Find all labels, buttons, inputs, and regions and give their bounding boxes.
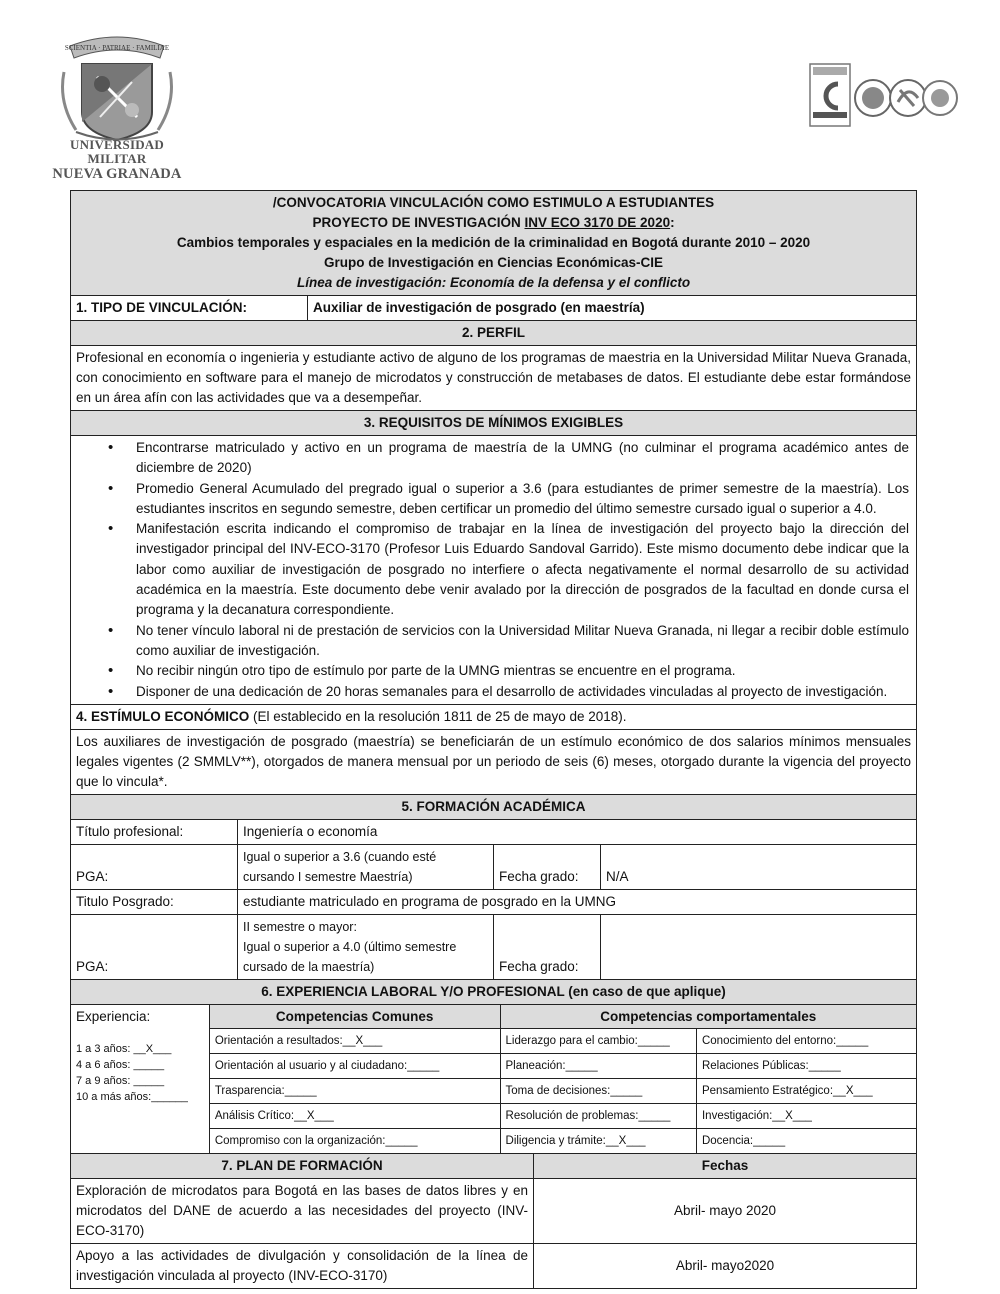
competencia-comun: Análisis Crítico:__X___ [209,1103,500,1128]
perfil-heading-row [71,321,917,346]
requisitos-row [71,436,917,705]
pga1-row [71,844,917,889]
competencia-comportamental: Diligencia y trámite:__X___ [500,1128,696,1153]
title-row [71,191,917,296]
years-option: 7 a 9 años: _____ [76,1074,165,1087]
plan-activity: Apoyo a las actividades de divulgación y consolidación de la línea de investigación vinculada al proyecto (INV-ECO-3170) [71,1243,534,1288]
plan-row [71,1178,917,1243]
estimulo-text: Los auxiliares de investigación de posgrado (maestría) se beneficiarán de un estímulo económico de dos salarios mínimos mensuales legales vigentes (2 SMMLV**), otorgados de manera mensual por un periodo de seis (6) meses, otorgado durante la vigencia del proyecto que lo vincula*. [71,729,917,794]
requisitos-heading: 3. REQUISITOS DE MÍNIMOS EXIGIBLES [71,411,917,436]
tipo-row [71,296,917,321]
project-code: INV ECO 3170 DE 2020 [524,215,671,230]
title-line1: /CONVOCATORIA VINCULACIÓN COMO ESTIMULO A ESTUDIANTES [272,195,715,210]
list-item: • Encontrarse matriculado y activo en un programa de maestría de la UMNG (no culminar el programa académico antes de diciembre de 2020) [76,438,911,479]
experiencia-row [71,1004,917,1153]
plan-heading: 7. PLAN DE FORMACIÓN [71,1153,534,1178]
tipo-value: Auxiliar de investigación de posgrado (en maestría) [308,296,917,321]
competencia-comportamental: Investigación:__X___ [696,1103,916,1128]
pga1-label: PGA: [71,844,238,889]
estimulo-heading-row [71,704,917,729]
pga1-value: Igual o superior a 3.6 (cuando esté cursando I semestre Maestría) [238,844,494,889]
competencia-comportamental: Planeación:_____ [500,1053,696,1078]
plan-activity: Exploración de microdatos para Bogotá en las bases de datos libres y en microdatos del DANE de acuerdo a las necesidades del proyecto (INV-ECO-3170) [71,1178,534,1243]
university-name-line1: UNIVERSIDAD MILITAR [70,137,164,166]
plan-date: Abril- mayo 2020 [534,1178,917,1243]
convocatoria-table [70,190,917,1289]
requisitos-heading-row [71,411,917,436]
experiencia-cell [71,1004,917,1153]
title-line5: Línea de investigación: Economía de la defensa y el conflicto [296,275,691,290]
list-item: • No tener vínculo laboral ni de prestación de servicios con la Universidad Militar Nueva Granada, ni llegar a recibir doble estímulo como auxiliar de investigación. [76,621,911,662]
titulo-posgrado-label: Titulo Posgrado: [71,889,238,914]
fecha2-value [601,914,917,979]
page-header [0,0,1000,185]
competencia-comun: Orientación a resultados:__X___ [209,1028,500,1053]
titulo-profesional-label: Título profesional: [71,819,238,844]
competencia-comportamental: Relaciones Públicas:_____ [696,1053,916,1078]
years-option: 4 a 6 años: _____ [76,1058,165,1071]
fecha2-label: Fecha grado: [494,914,601,979]
estimulo-heading-cell [71,704,917,729]
competencia-comportamental: Docencia:_____ [696,1128,916,1153]
list-item: • Manifestación escrita indicando el compromiso de trabajar en la línea de investigación del proyecto bajo la dirección del investigador principal del INV-ECO-3170 (Profesor Luis Eduardo Sandoval Garrido). Este mismo documento debe indicar que la labor como auxiliar de investigación de posgrado no interfiere o afecta negativamente el normal desarrollo de su actividad académica en la maestría. Este documento debe venir avalado por la dirección de posgrados de la facultad en donde cursa el programa y la decanatura correspondiente. [76,519,911,620]
requisitos-cell [71,436,917,705]
comunes-heading: Competencias Comunes [209,1005,500,1029]
years-option: 10 a más años:______ [76,1090,188,1103]
title-block [71,191,917,296]
list-item: • No recibir ningún otro tipo de estímulo por parte de la UMNG mientras se encuentre en el programa. [76,661,911,681]
competencia-comun: Orientación al usuario y al ciudadano:_____ [209,1053,500,1078]
list-item: • Promedio General Acumulado del pregrado igual o superior a 3.6 (para estudiantes de primer semestre de la maestría). Los estudiantes inscritos en segundo semestre, deben certificar un promedio del último semestre cursado igual o superior a 4.0. [76,479,911,520]
pga2-label: PGA: [71,914,238,979]
formacion-heading-row [71,794,917,819]
competencia-comportamental: Conocimiento del entorno:_____ [696,1028,916,1053]
titulo-posgrado-value: estudiante matriculado en programa de posgrado en la UMNG [238,889,917,914]
tipo-label: 1. TIPO DE VINCULACIÓN: [71,296,308,321]
title-line2-suffix: : [670,215,675,230]
competencia-comportamental: Resolución de problemas:_____ [500,1103,696,1128]
titulo-profesional-row [71,819,917,844]
title-line3: Cambios temporales y espaciales en la medición de la criminalidad en Bogotá durante 2010 – 2020 [176,235,811,250]
competencia-comun: Compromiso con la organización:_____ [209,1128,500,1153]
competencia-comportamental: Liderazgo para el cambio:_____ [500,1028,696,1053]
fechas-heading: Fechas [534,1153,917,1178]
estimulo-row [71,729,917,794]
titulo-posgrado-row [71,889,917,914]
plan-heading-row [71,1153,917,1178]
title-line2-prefix: PROYECTO DE INVESTIGACIÓN [312,215,525,230]
logo-motto: SCIENTIA · PATRIAE · FAMILIAE [64,44,170,52]
formacion-heading: 5. FORMACIÓN ACADÉMICA [71,794,917,819]
requisitos-list [76,438,911,702]
perfil-text: Profesional en economía o ingenieria y estudiante activo de alguno de los programas de maestria en la Universidad Militar Nueva Granada, con conocimiento en software para el manejo de microdatos y construcción de metabases de datos. El estudiante debe estar formándose en un área afín con las actividades que va a desempeñar. [71,346,917,411]
plan-date: Abril- mayo2020 [534,1243,917,1288]
pga2-row [71,914,917,979]
title-line2 [76,213,911,233]
years-option: 1 a 3 años: __X___ [76,1042,172,1055]
estimulo-heading-note: (El establecido en la resolución 1811 de 25 de mayo de 2018). [249,708,627,724]
university-name-line2: NUEVA GRANADA [52,166,182,182]
competencia-comportamental: Pensamiento Estratégico:__X___ [696,1078,916,1103]
pga2-line1: II semestre o mayor: [243,919,357,934]
experiencia-label: Experiencia: [76,1008,151,1024]
experiencia-years-cell [71,1005,209,1153]
university-name [52,138,182,183]
comportamentales-heading: Competencias comportamentales [500,1005,916,1029]
perfil-row [71,346,917,411]
fecha1-value: N/A [601,844,917,889]
perfil-heading: 2. PERFIL [71,321,917,346]
pga2-value [238,914,494,979]
experiencia-heading: 6. EXPERIENCIA LABORAL Y/O PROFESIONAL (en caso de que aplique) [71,979,917,1004]
fecha1-label: Fecha grado: [494,844,601,889]
competencias-table [71,1005,916,1153]
pga2-line2: Igual o superior a 4.0 (último semestre cursado de la maestría) [243,939,457,974]
certification-logos [808,62,958,132]
titulo-profesional-value: Ingeniería o economía [238,819,917,844]
list-item: • Disponer de una dedicación de 20 horas semanales para el desarrollo de actividades vinculadas al proyecto de investigación. [76,682,911,702]
experiencia-heading-row [71,979,917,1004]
title-line4: Grupo de Investigación en Ciencias Económicas-CIE [323,255,664,270]
estimulo-heading: 4. ESTÍMULO ECONÓMICO [76,708,250,724]
competencia-comportamental: Toma de decisiones:_____ [500,1078,696,1103]
competencia-comun: Trasparencia:_____ [209,1078,500,1103]
plan-row [71,1243,917,1288]
